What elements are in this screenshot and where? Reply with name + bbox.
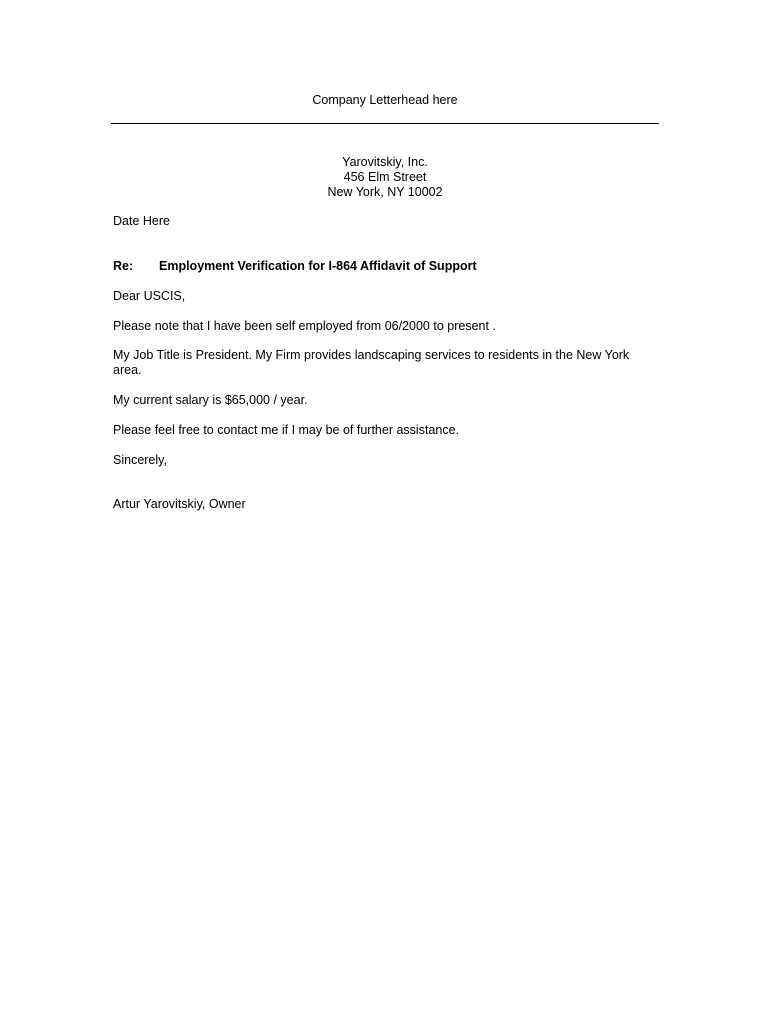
letterhead-placeholder: Company Letterhead here (312, 93, 458, 107)
salutation: Dear USCIS, (113, 289, 186, 303)
recipient-city: New York, NY 10002 (327, 185, 443, 199)
paragraph-contact: Please feel free to contact me if I may be of further assistance. (113, 423, 460, 437)
recipient-company: Yarovitskiy, Inc. (342, 155, 428, 169)
closing: Sincerely, (113, 453, 167, 467)
paragraph-employment-period: Please note that I have been self employed from 06/2000 to present . (113, 319, 496, 333)
paragraph-salary: My current salary is $65,000 / year. (113, 393, 308, 407)
letter-date: Date Here (113, 214, 170, 228)
signature-name: Artur Yarovitskiy, Owner (113, 497, 246, 511)
subject-line (113, 259, 658, 274)
recipient-street: 456 Elm Street (343, 170, 427, 184)
letterhead-divider (111, 123, 659, 124)
subject-label: Re: (113, 259, 134, 273)
recipient-address (0, 155, 770, 200)
subject-text: Employment Verification for I-864 Affidavit of Support (159, 259, 477, 273)
paragraph-job-title: My Job Title is President. My Firm provides landscaping services to residents in the New York area. (113, 348, 630, 377)
